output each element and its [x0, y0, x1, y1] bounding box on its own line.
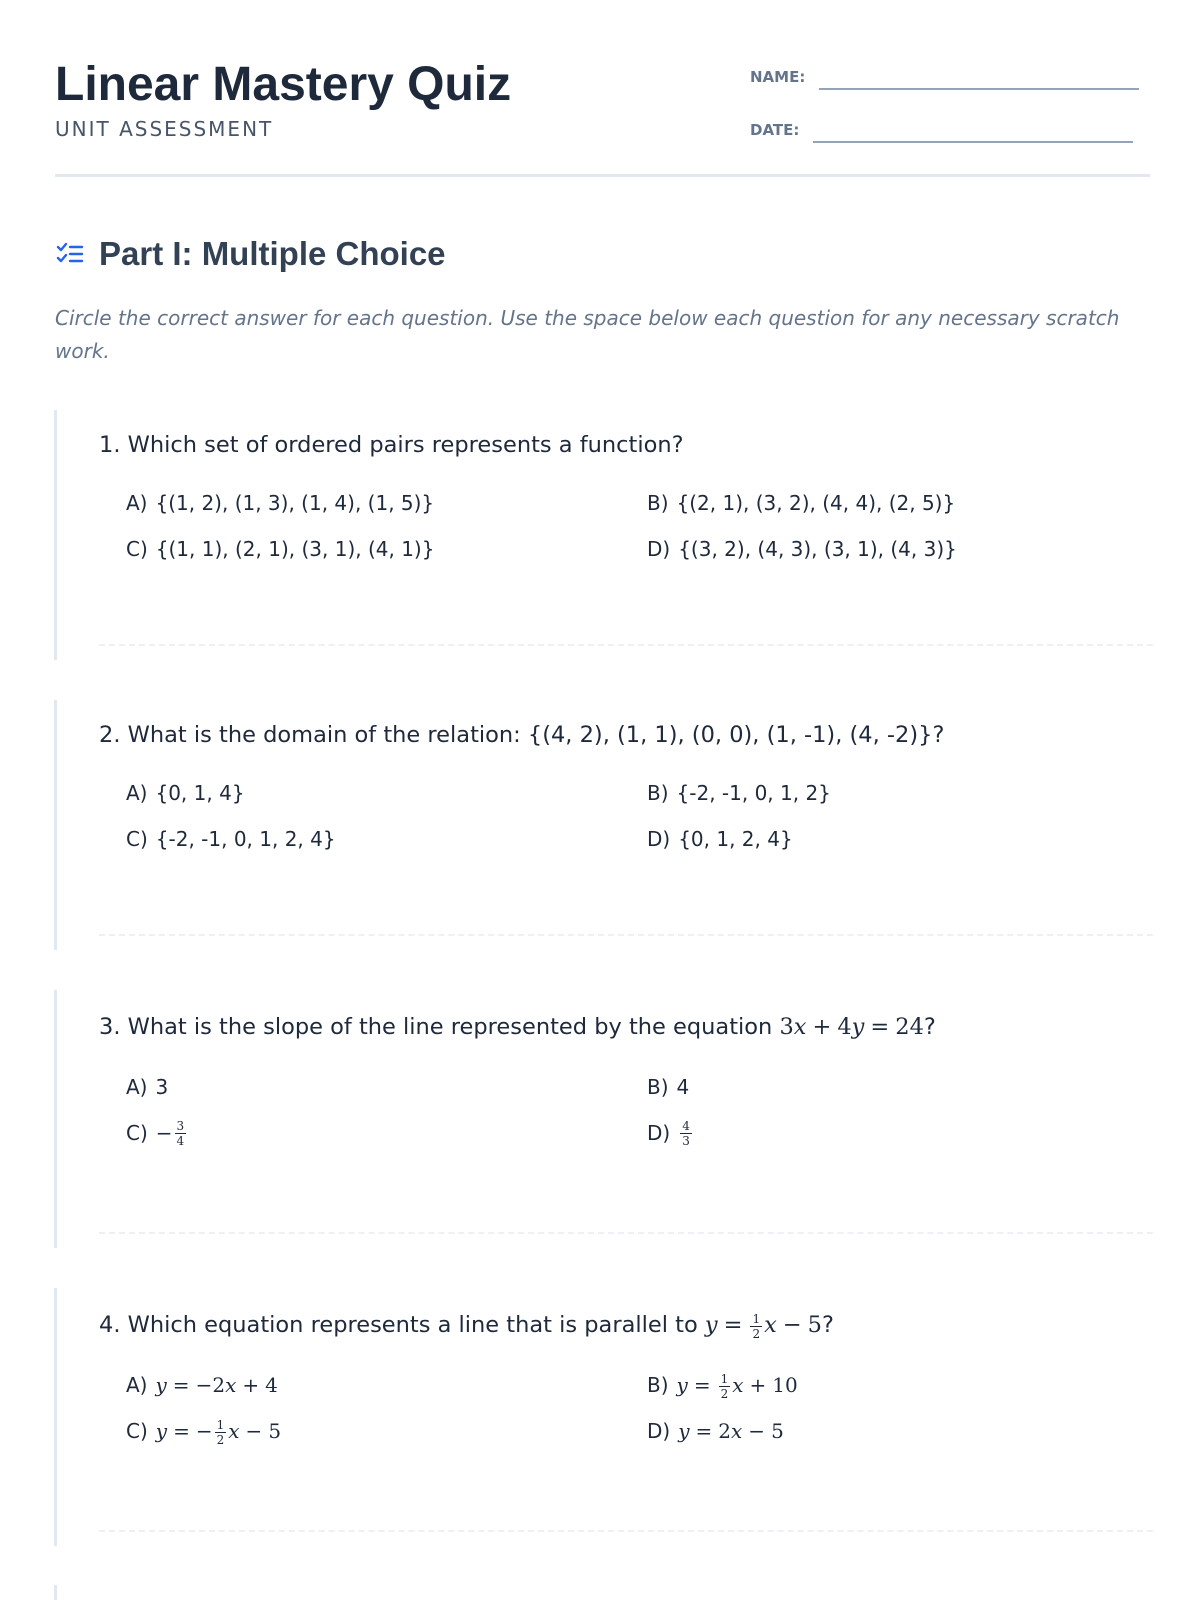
option-a[interactable]: A) {(1, 2), (1, 3), (1, 4), (1, 5)}: [126, 491, 435, 515]
question-4: [54, 1288, 1150, 1546]
question-2: [54, 700, 1150, 950]
section-title: Part I: Multiple Choice: [99, 235, 446, 272]
scratch-divider: [99, 1530, 1153, 1532]
question-text: 4. Which equation represents a line that is parallel to y = $\frac{1}{2}$ x − 5?: [99, 1311, 834, 1341]
section-heading: [55, 230, 446, 278]
equation: y = $\frac{1}{2}$ x − 5: [704, 1311, 822, 1341]
option-b[interactable]: B) 4: [647, 1075, 690, 1099]
option-a[interactable]: A) 3: [126, 1075, 169, 1099]
option-c[interactable]: C) {(1, 1), (2, 1), (3, 1), (4, 1)}: [126, 537, 435, 561]
option-c[interactable]: C) − $\frac{3}{4}$: [126, 1118, 185, 1148]
checklist-icon: [55, 239, 85, 269]
option-d[interactable]: D) $\frac{4}{3}$: [647, 1118, 690, 1148]
scratch-divider: [99, 644, 1153, 646]
option-b[interactable]: B) {(2, 1), (3, 2), (4, 4), (2, 5)}: [647, 491, 956, 515]
option-d[interactable]: D) {(3, 2), (4, 3), (3, 1), (4, 3)}: [647, 537, 957, 561]
fraction: $\frac{4}{3}$: [682, 1118, 690, 1148]
option-b[interactable]: B) y = $\frac{1}{2}$ x + 10: [647, 1372, 798, 1401]
date-label: DATE:: [750, 121, 800, 139]
option-c[interactable]: C) {-2, -1, 0, 1, 2, 4}: [126, 827, 336, 851]
page-subtitle: UNIT ASSESSMENT: [55, 117, 274, 141]
question-text: 1. Which set of ordered pairs represents a function?: [99, 432, 684, 458]
scratch-divider: [99, 934, 1153, 936]
equation: 3x + 4y = 24: [779, 1014, 924, 1040]
fraction: $\frac{3}{4}$: [176, 1118, 185, 1148]
option-b[interactable]: B) {-2, -1, 0, 1, 2}: [647, 781, 831, 805]
instructions: Circle the correct answer for each question. Use the space below each question for any necessary scratch work.: [55, 306, 1120, 363]
option-d[interactable]: D) {0, 1, 2, 4}: [647, 827, 793, 851]
question-text: 3. What is the slope of the line represented by the equation 3x + 4y = 24?: [99, 1014, 936, 1040]
quiz-header: [55, 0, 1150, 177]
question-5: [54, 1585, 1150, 1600]
option-c[interactable]: C) y = − $\frac{1}{2}$ x − 5: [126, 1418, 282, 1447]
date-field: [750, 113, 1133, 143]
question-1: [54, 410, 1150, 660]
name-label: NAME:: [750, 68, 806, 86]
option-a[interactable]: A) {0, 1, 4}: [126, 781, 245, 805]
question-3: [54, 990, 1150, 1248]
scratch-divider: [99, 1232, 1153, 1234]
date-input-line[interactable]: [813, 113, 1133, 143]
name-input-line[interactable]: [819, 60, 1139, 90]
page-title: Linear Mastery Quiz: [55, 58, 512, 111]
name-field: [750, 60, 1139, 90]
option-d[interactable]: D) y = 2x − 5: [647, 1419, 784, 1443]
question-text: 2. What is the domain of the relation: {(4, 2), (1, 1), (0, 0), (1, -1), (4, -2)}?: [99, 722, 945, 748]
option-a[interactable]: A) y = −2x + 4: [126, 1373, 278, 1397]
